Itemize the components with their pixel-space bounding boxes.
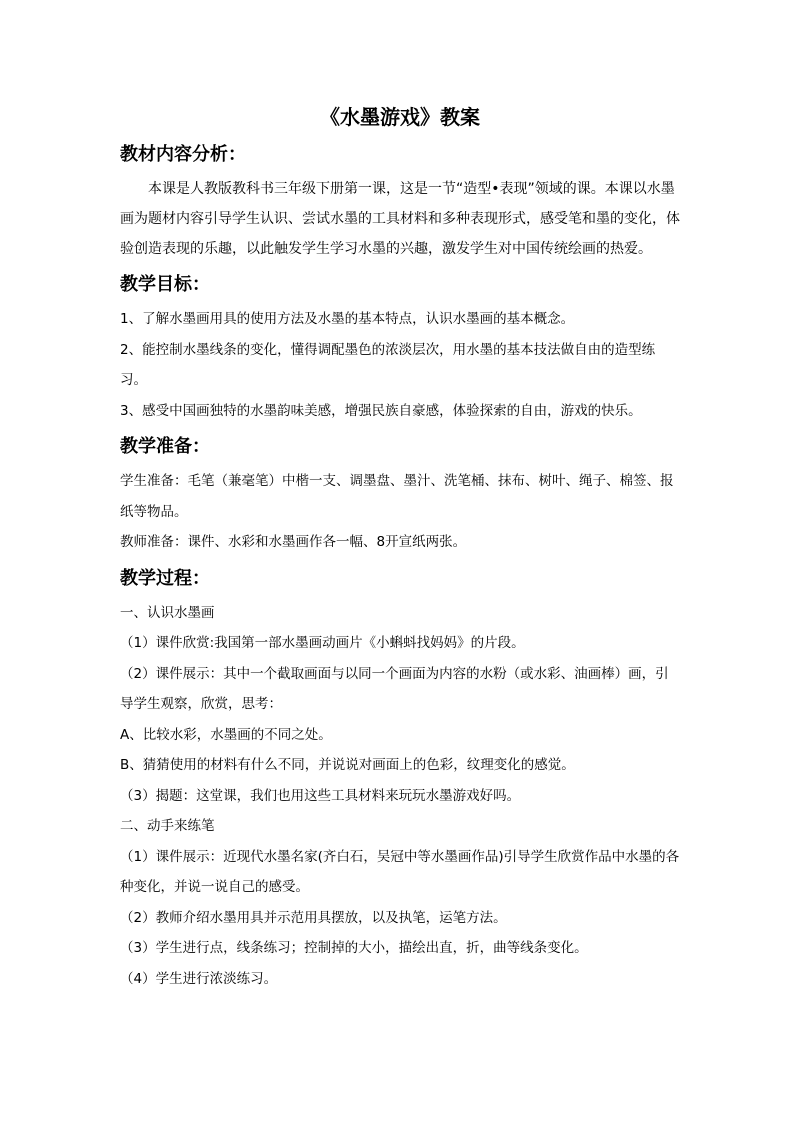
analysis-paragraph: 本课是人教版教科书三年级下册第一课，这是一节“造型•表现”领域的课。本课以水墨画为题材内容引导学生认识、尝试水墨的工具材料和多种表现形式，感受笔和墨的变化，体验创造表现的乐趣，以此触发学生学习水墨的兴趣，激发学生对中国传统绘画的热爱。: [120, 181, 680, 257]
process-item-2: （1）课件欣赏:我国第一部水墨画动画片《小蝌蚪找妈妈》的片段。: [120, 635, 525, 651]
preparation-teacher: 教师准备：课件、水彩和水墨画作各一幅、8开宣纸两张。: [120, 534, 467, 550]
heading-analysis: 教材内容分析：: [120, 144, 246, 165]
heading-process: 教学过程：: [120, 567, 210, 589]
goal-item-3: 3、感受中国画独特的水墨韵味美感，增强民族自豪感，体验探索的自由，游戏的快乐。: [120, 402, 642, 419]
process-item-7: 二、动手来练笔: [120, 818, 215, 834]
process-item-5: B、猜猜使用的材料有什么不同，并说说对画面上的色彩，纹理变化的感觉。: [120, 757, 575, 773]
document-title: 《水墨游戏》教案: [320, 105, 480, 129]
process-item-4: A、比较水彩，水墨画的不同之处。: [120, 726, 332, 743]
heading-preparation: 教学准备：: [120, 436, 210, 457]
process-item-1: 一、认识水墨画: [120, 604, 215, 621]
preparation-student: 学生准备：毛笔（兼毫笔）中楷一支、调墨盘、墨汁、洗笔桶、抹布、树叶、绳子、棉签、报纸等物品。: [120, 473, 674, 520]
goal-item-1: 1、了解水墨画用具的使用方法及水墨的基本特点，认识水墨画的基本概念。: [120, 311, 575, 327]
process-item-6: （3）揭题：这堂课，我们也用这些工具材料来玩玩水墨游戏好吗。: [120, 787, 521, 804]
process-item-3: （2）课件展示：其中一个截取画面与以同一个画面为内容的水粉（或水彩、油画棒）画，引导学生观察，欣赏，思考：: [120, 665, 669, 712]
process-item-8: （1）课件展示：近现代水墨名家(齐白石，吴冠中等水墨画作品)引导学生欣赏作品中水墨的各种变化，并说一说自己的感受。: [120, 848, 680, 895]
process-item-11: （4）学生进行浓淡练习。: [120, 970, 278, 987]
goal-item-2: 2、能控制水墨线条的变化，懂得调配墨色的浓淡层次，用水墨的基本技法做自由的造型练习。: [120, 341, 656, 388]
heading-goals: 教学目标：: [120, 274, 210, 295]
process-item-10: （3）学生进行点，线条练习；控制掉的大小，描绘出直，折，曲等线条变化。: [120, 940, 588, 956]
document-page: [120, 100, 680, 994]
process-item-9: （2）教师介绍水墨用具并示范用具摆放，以及执笔，运笔方法。: [120, 909, 507, 926]
